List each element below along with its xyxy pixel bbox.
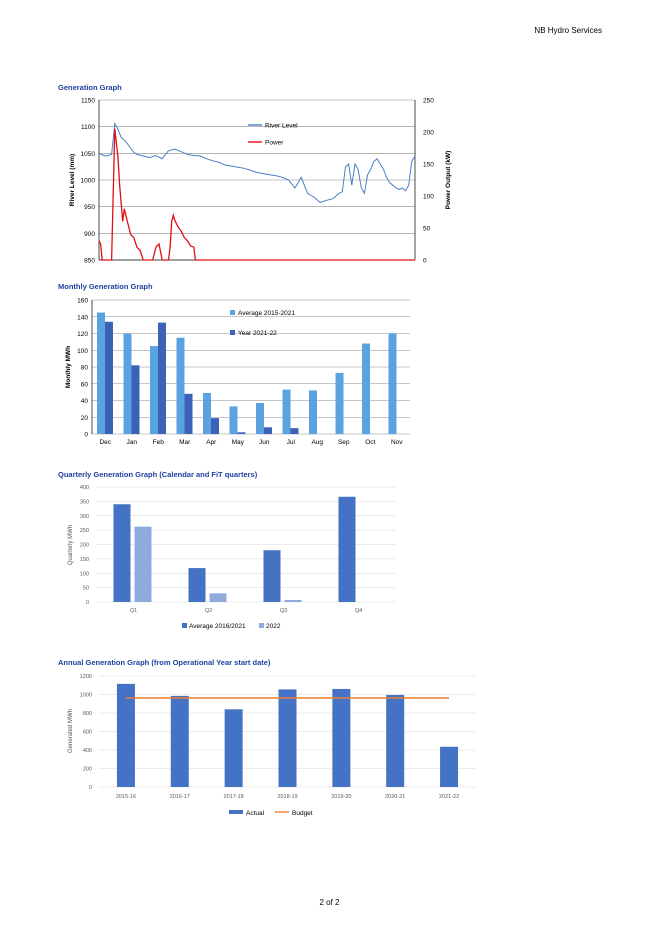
annual-bar-actual bbox=[332, 689, 350, 787]
monthly-tick-label: 120 bbox=[77, 331, 88, 338]
monthly-bar-average bbox=[124, 334, 132, 435]
quarterly-tick-label: 250 bbox=[79, 528, 89, 535]
company-name: NB Hydro Services bbox=[534, 26, 602, 35]
gen-right-tick-label: 150 bbox=[423, 161, 434, 169]
annual-bar-actual bbox=[279, 689, 297, 787]
monthly-tick-label: 40 bbox=[80, 398, 88, 405]
gen-legend-river-label: River Level bbox=[265, 122, 298, 130]
gen-river-level-line bbox=[99, 124, 415, 203]
monthly-bar-average bbox=[177, 338, 185, 434]
gen-left-tick-label: 900 bbox=[84, 230, 95, 238]
gen-right-tick-label: 0 bbox=[423, 257, 427, 265]
monthly-tick-label: 160 bbox=[77, 297, 88, 305]
monthly-category-label: Jan bbox=[126, 439, 137, 446]
monthly-bar-year bbox=[158, 323, 166, 434]
gen-right-tick-label: 200 bbox=[423, 129, 434, 137]
monthly-bar-average bbox=[97, 313, 105, 434]
monthly-tick-label: 60 bbox=[80, 381, 88, 389]
monthly-bar-average bbox=[230, 406, 238, 434]
monthly-category-label: Dec bbox=[99, 439, 112, 446]
quarterly-tick-label: 100 bbox=[79, 571, 89, 578]
quarterly-bar-average bbox=[114, 504, 131, 602]
monthly-bar-average bbox=[336, 373, 344, 434]
monthly-bar-average bbox=[150, 346, 158, 434]
gen-right-tick-label: 50 bbox=[423, 225, 431, 233]
gen-left-tick-label: 1050 bbox=[80, 150, 95, 158]
monthly-legend-average-label: Average 2015-2021 bbox=[238, 310, 295, 317]
quarterly-category-label: Q4 bbox=[354, 608, 363, 614]
monthly-bar-year bbox=[185, 394, 193, 434]
quarterly-tick-label: 400 bbox=[79, 485, 89, 491]
annual-category-label: 2015-16 bbox=[115, 794, 137, 800]
monthly-bar-average bbox=[362, 344, 370, 434]
monthly-bar-year bbox=[132, 365, 140, 434]
annual-tick-label: 1000 bbox=[79, 692, 92, 699]
annual-graph-title: Annual Generation Graph (from Operational Year start date) bbox=[58, 658, 271, 667]
monthly-category-label: May bbox=[231, 439, 244, 446]
quarterly-tick-label: 300 bbox=[79, 513, 89, 520]
monthly-tick-label: 140 bbox=[77, 314, 88, 322]
annual-category-label: 2016-17 bbox=[169, 794, 190, 800]
monthly-bar-year bbox=[264, 427, 272, 434]
quarterly-category-label: Q1 bbox=[129, 608, 138, 614]
monthly-category-label: Nov bbox=[390, 439, 403, 446]
gen-left-tick-label: 1000 bbox=[80, 177, 95, 185]
gen-legend-power-label: Power bbox=[265, 139, 284, 147]
quarterly-graph-title: Quarterly Generation Graph (Calendar and FiT quarters) bbox=[58, 470, 258, 479]
monthly-bar-average bbox=[309, 390, 317, 434]
annual-y-axis-label: Generated MWh bbox=[68, 708, 74, 754]
annual-legend-budget-label: Budget bbox=[292, 810, 313, 817]
annual-bar-actual bbox=[225, 709, 243, 787]
gen-right-axis-label: Power Output (kW) bbox=[445, 150, 452, 210]
monthly-bar-average bbox=[283, 390, 291, 434]
quarterly-tick-label: 150 bbox=[79, 556, 89, 563]
generation-graph-title: Generation Graph bbox=[58, 83, 122, 92]
quarterly-legend-average-swatch bbox=[182, 623, 187, 628]
quarterly-tick-label: 0 bbox=[85, 600, 89, 606]
quarterly-legend-average-label: Average 2016/2021 bbox=[189, 623, 246, 630]
page-number: 2 of 2 bbox=[319, 898, 340, 907]
annual-category-label: 2020-21 bbox=[385, 794, 406, 800]
monthly-bar-average bbox=[389, 334, 397, 435]
gen-left-tick-label: 1150 bbox=[81, 97, 95, 105]
quarterly-category-label: Q2 bbox=[204, 608, 213, 614]
quarterly-bar-average bbox=[189, 568, 206, 602]
annual-tick-label: 0 bbox=[88, 785, 92, 791]
annual-bar-actual bbox=[440, 747, 458, 787]
annual-category-label: 2017-18 bbox=[223, 794, 244, 800]
gen-right-tick-label: 100 bbox=[423, 193, 434, 201]
annual-category-label: 2019-20 bbox=[331, 794, 352, 800]
monthly-bar-year bbox=[211, 418, 219, 434]
monthly-category-label: Oct bbox=[365, 439, 376, 446]
monthly-graph-title: Monthly Generation Graph bbox=[58, 282, 153, 291]
monthly-legend-year-label: Year 2021-22 bbox=[238, 330, 277, 337]
annual-legend-actual-swatch bbox=[229, 810, 243, 814]
gen-left-tick-label: 950 bbox=[84, 204, 95, 212]
quarterly-tick-label: 50 bbox=[82, 585, 89, 592]
quarterly-legend-2022-swatch bbox=[259, 623, 264, 628]
quarterly-bar-average bbox=[339, 497, 356, 602]
monthly-bar-average bbox=[203, 393, 211, 434]
annual-tick-label: 800 bbox=[82, 711, 92, 717]
annual-tick-label: 400 bbox=[82, 748, 92, 754]
annual-bar-actual bbox=[117, 684, 135, 787]
annual-category-label: 2018-19 bbox=[277, 794, 298, 800]
monthly-category-label: Sep bbox=[337, 439, 350, 446]
annual-bar-actual bbox=[171, 696, 189, 787]
annual-tick-label: 600 bbox=[82, 729, 92, 736]
gen-left-tick-label: 850 bbox=[84, 257, 95, 265]
quarterly-y-axis-label: Quarterly MWh bbox=[68, 524, 74, 566]
gen-left-axis-label: River Level (mm) bbox=[69, 153, 76, 207]
monthly-bar-average bbox=[256, 403, 264, 434]
monthly-category-label: Aug bbox=[311, 439, 324, 446]
quarterly-tick-label: 350 bbox=[79, 499, 89, 506]
gen-power-line bbox=[99, 129, 415, 260]
quarterly-legend-2022-label: 2022 bbox=[266, 623, 281, 630]
monthly-category-label: Mar bbox=[179, 439, 191, 446]
annual-legend-actual-label: Actual bbox=[246, 810, 265, 817]
monthly-legend-year-swatch bbox=[230, 330, 235, 335]
monthly-category-label: Jun bbox=[259, 439, 270, 446]
gen-left-tick-label: 1100 bbox=[81, 124, 95, 132]
quarterly-bar-2022 bbox=[135, 527, 152, 602]
monthly-bar-year bbox=[105, 322, 113, 434]
monthly-tick-label: 0 bbox=[84, 431, 88, 439]
monthly-legend-average-swatch bbox=[230, 310, 235, 315]
annual-bar-actual bbox=[386, 695, 404, 787]
monthly-bar-year bbox=[238, 432, 246, 434]
annual-category-label: 2021-22 bbox=[438, 794, 460, 800]
monthly-tick-label: 20 bbox=[80, 414, 88, 422]
monthly-category-label: Feb bbox=[152, 439, 164, 446]
monthly-category-label: Jul bbox=[286, 439, 295, 446]
quarterly-category-label: Q3 bbox=[279, 608, 288, 614]
quarterly-tick-label: 200 bbox=[79, 542, 89, 549]
monthly-bar-year bbox=[291, 428, 299, 434]
quarterly-bar-average bbox=[264, 550, 281, 602]
monthly-tick-label: 80 bbox=[80, 364, 88, 372]
monthly-y-axis-label: Monthly MWh bbox=[65, 345, 72, 389]
monthly-tick-label: 100 bbox=[77, 347, 88, 355]
annual-tick-label: 200 bbox=[82, 766, 92, 773]
annual-tick-label: 1200 bbox=[79, 674, 92, 680]
quarterly-bar-2022 bbox=[210, 593, 227, 602]
monthly-category-label: Apr bbox=[206, 439, 217, 446]
quarterly-bar-2022 bbox=[285, 600, 302, 602]
gen-right-tick-label: 250 bbox=[423, 97, 434, 105]
